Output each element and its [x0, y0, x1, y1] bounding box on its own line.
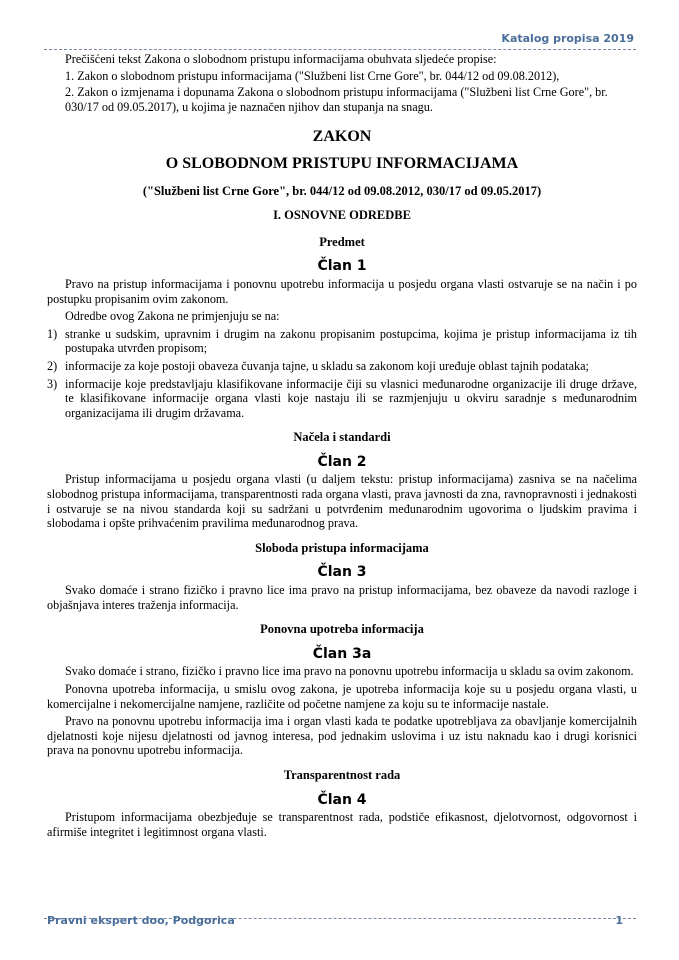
article-1-paragraph-1: Pravo na pristup informacijama i ponovnu upotrebu informacija u posjedu organa vlasti ostvaruje se na način i po postupku propisanim ovim zakonom. — [47, 276, 637, 306]
list-item — [47, 327, 637, 356]
list-item-number: 1) — [47, 326, 58, 341]
article-3-title: Član 3 — [317, 564, 367, 581]
heading-predmet: Predmet — [319, 234, 365, 249]
article-2-paragraph-1: Pristup informacijama u posjedu organa vlasti (u daljem tekstu: pristup informacijama) zasniva se na načelima slobodnog pristupa informacijama, transparentnosti rada organa vlasti, prava javnosti da zna, ravnopravnosti i jednakosti i ostvaruje se na nivou standarda koji su sadržani u potvrđenim međunarodnim ugovorima o ljudskim pravima i slobodama i opšte prihvaćenim pravilima međunarodnog prava. — [47, 472, 637, 531]
list-item-text: stranke u sudskim, upravnim i drugim na zakonu propisanim postupcima, kojima je pristup informacijama iz tih postupaka utvrđen propisom; — [65, 326, 637, 356]
article-1-paragraph-2: Odredbe ovog Zakona ne primjenjuju se na: — [65, 309, 280, 324]
list-item-text: informacije za koje postoji obaveza čuvanja tajne, u skladu sa zakonom koji uređuje oblast tajnih podataka; — [65, 358, 589, 373]
document-body — [47, 52, 637, 839]
article-3a-paragraph-3: Pravo na ponovnu upotrebu informacija ima i organ vlasti kada te podatke upotrebljava za obavljanje komercijalnih djelatnosti koje nijesu djelatnosti od javnog interesa, pod jednakim uslovima i uz istu naknadu kao i drugi korisnici prava na ponovnu upotrebu informacija. — [47, 714, 637, 758]
article-1-title: Član 1 — [317, 258, 367, 275]
list-item-text: informacije koje predstavljaju klasifikovane informacije čiji su vlasnici međunarodne organizacije ili druge države, te klasifikovane informacije organa vlasti koje nastaju ili se razmjenjuju u okviru saradnje s međunarodnim organizacijama ili drugim državama. — [65, 376, 637, 420]
article-3a-paragraph-2: Ponovna upotreba informacija, u smislu ovog zakona, je upotreba informacija koje su u posjedu organa vlasti, u komercijalne i nekomercijalne namjene, različite od početne namjene za koju su te informacije nastale. — [47, 682, 637, 711]
list-item — [47, 359, 637, 374]
list-item-number: 3) — [47, 376, 58, 391]
article-3-paragraph-1: Svako domaće i strano fizičko i pravno lice ima pravo na pristup informacijama, bez obaveze da navodi razloge i objašnjava interes traženja informacija. — [47, 583, 637, 612]
gazette-reference: ("Službeni list Crne Gore", br. 044/12 od 09.08.2012, 030/17 od 09.05.2017) — [142, 183, 542, 198]
intro-lead: Prečišćeni tekst Zakona o slobodnom pristupu informacijama obuhvata sljedeće propise: — [65, 52, 497, 66]
page-header — [44, 29, 636, 50]
article-2-title: Član 2 — [317, 453, 367, 470]
list-item-number: 2) — [47, 358, 58, 373]
law-name: O SLOBODNOM PRISTUPU INFORMACIJAMA — [165, 154, 519, 172]
article-4-title: Član 4 — [317, 791, 367, 808]
heading-sloboda: Sloboda pristupa informacijama — [255, 540, 429, 555]
heading-transparentnost: Transparentnost rada — [283, 767, 401, 782]
law-title: ZAKON — [312, 128, 372, 146]
heading-nacela: Načela i standardi — [293, 430, 391, 445]
intro-item-1: 1. Zakon o slobodnom pristupu informacijama ("Službeni list Crne Gore", br. 044/12 od 09.08.2012), — [65, 68, 560, 83]
page-number: 1 — [615, 914, 623, 927]
intro-item-2: 2. Zakon o izmjenama i dopunama Zakona o slobodnom pristupu informacijama ("Službeni list Crne Gore", br. 030/17 od 09.05.2017), u kojima je naznačen njihov dan stupanja na snagu. — [65, 85, 608, 114]
list-item — [47, 377, 637, 421]
section-title: I. OSNOVNE ODREDBE — [273, 208, 411, 223]
heading-ponovna: Ponovna upotreba informacija — [260, 622, 424, 637]
page-footer — [47, 914, 629, 927]
article-3a-paragraph-1: Svako domaće i strano, fizičko i pravno lice ima pravo na ponovnu upotrebu informacija u skladu sa ovim zakonom. — [65, 664, 634, 679]
article-3a-title: Član 3a — [312, 645, 372, 662]
catalog-title: Katalog propisa 2019 — [501, 32, 634, 45]
article-4-paragraph-1: Pristupom informacijama obezbjeđuje se transparentnost rada, podstiče efikasnost, djelotvornost, odgovornost i afirmiše integritet i legitimnost organa vlasti. — [47, 810, 637, 839]
publisher-name: Pravni ekspert doo, Podgorica — [47, 914, 235, 927]
